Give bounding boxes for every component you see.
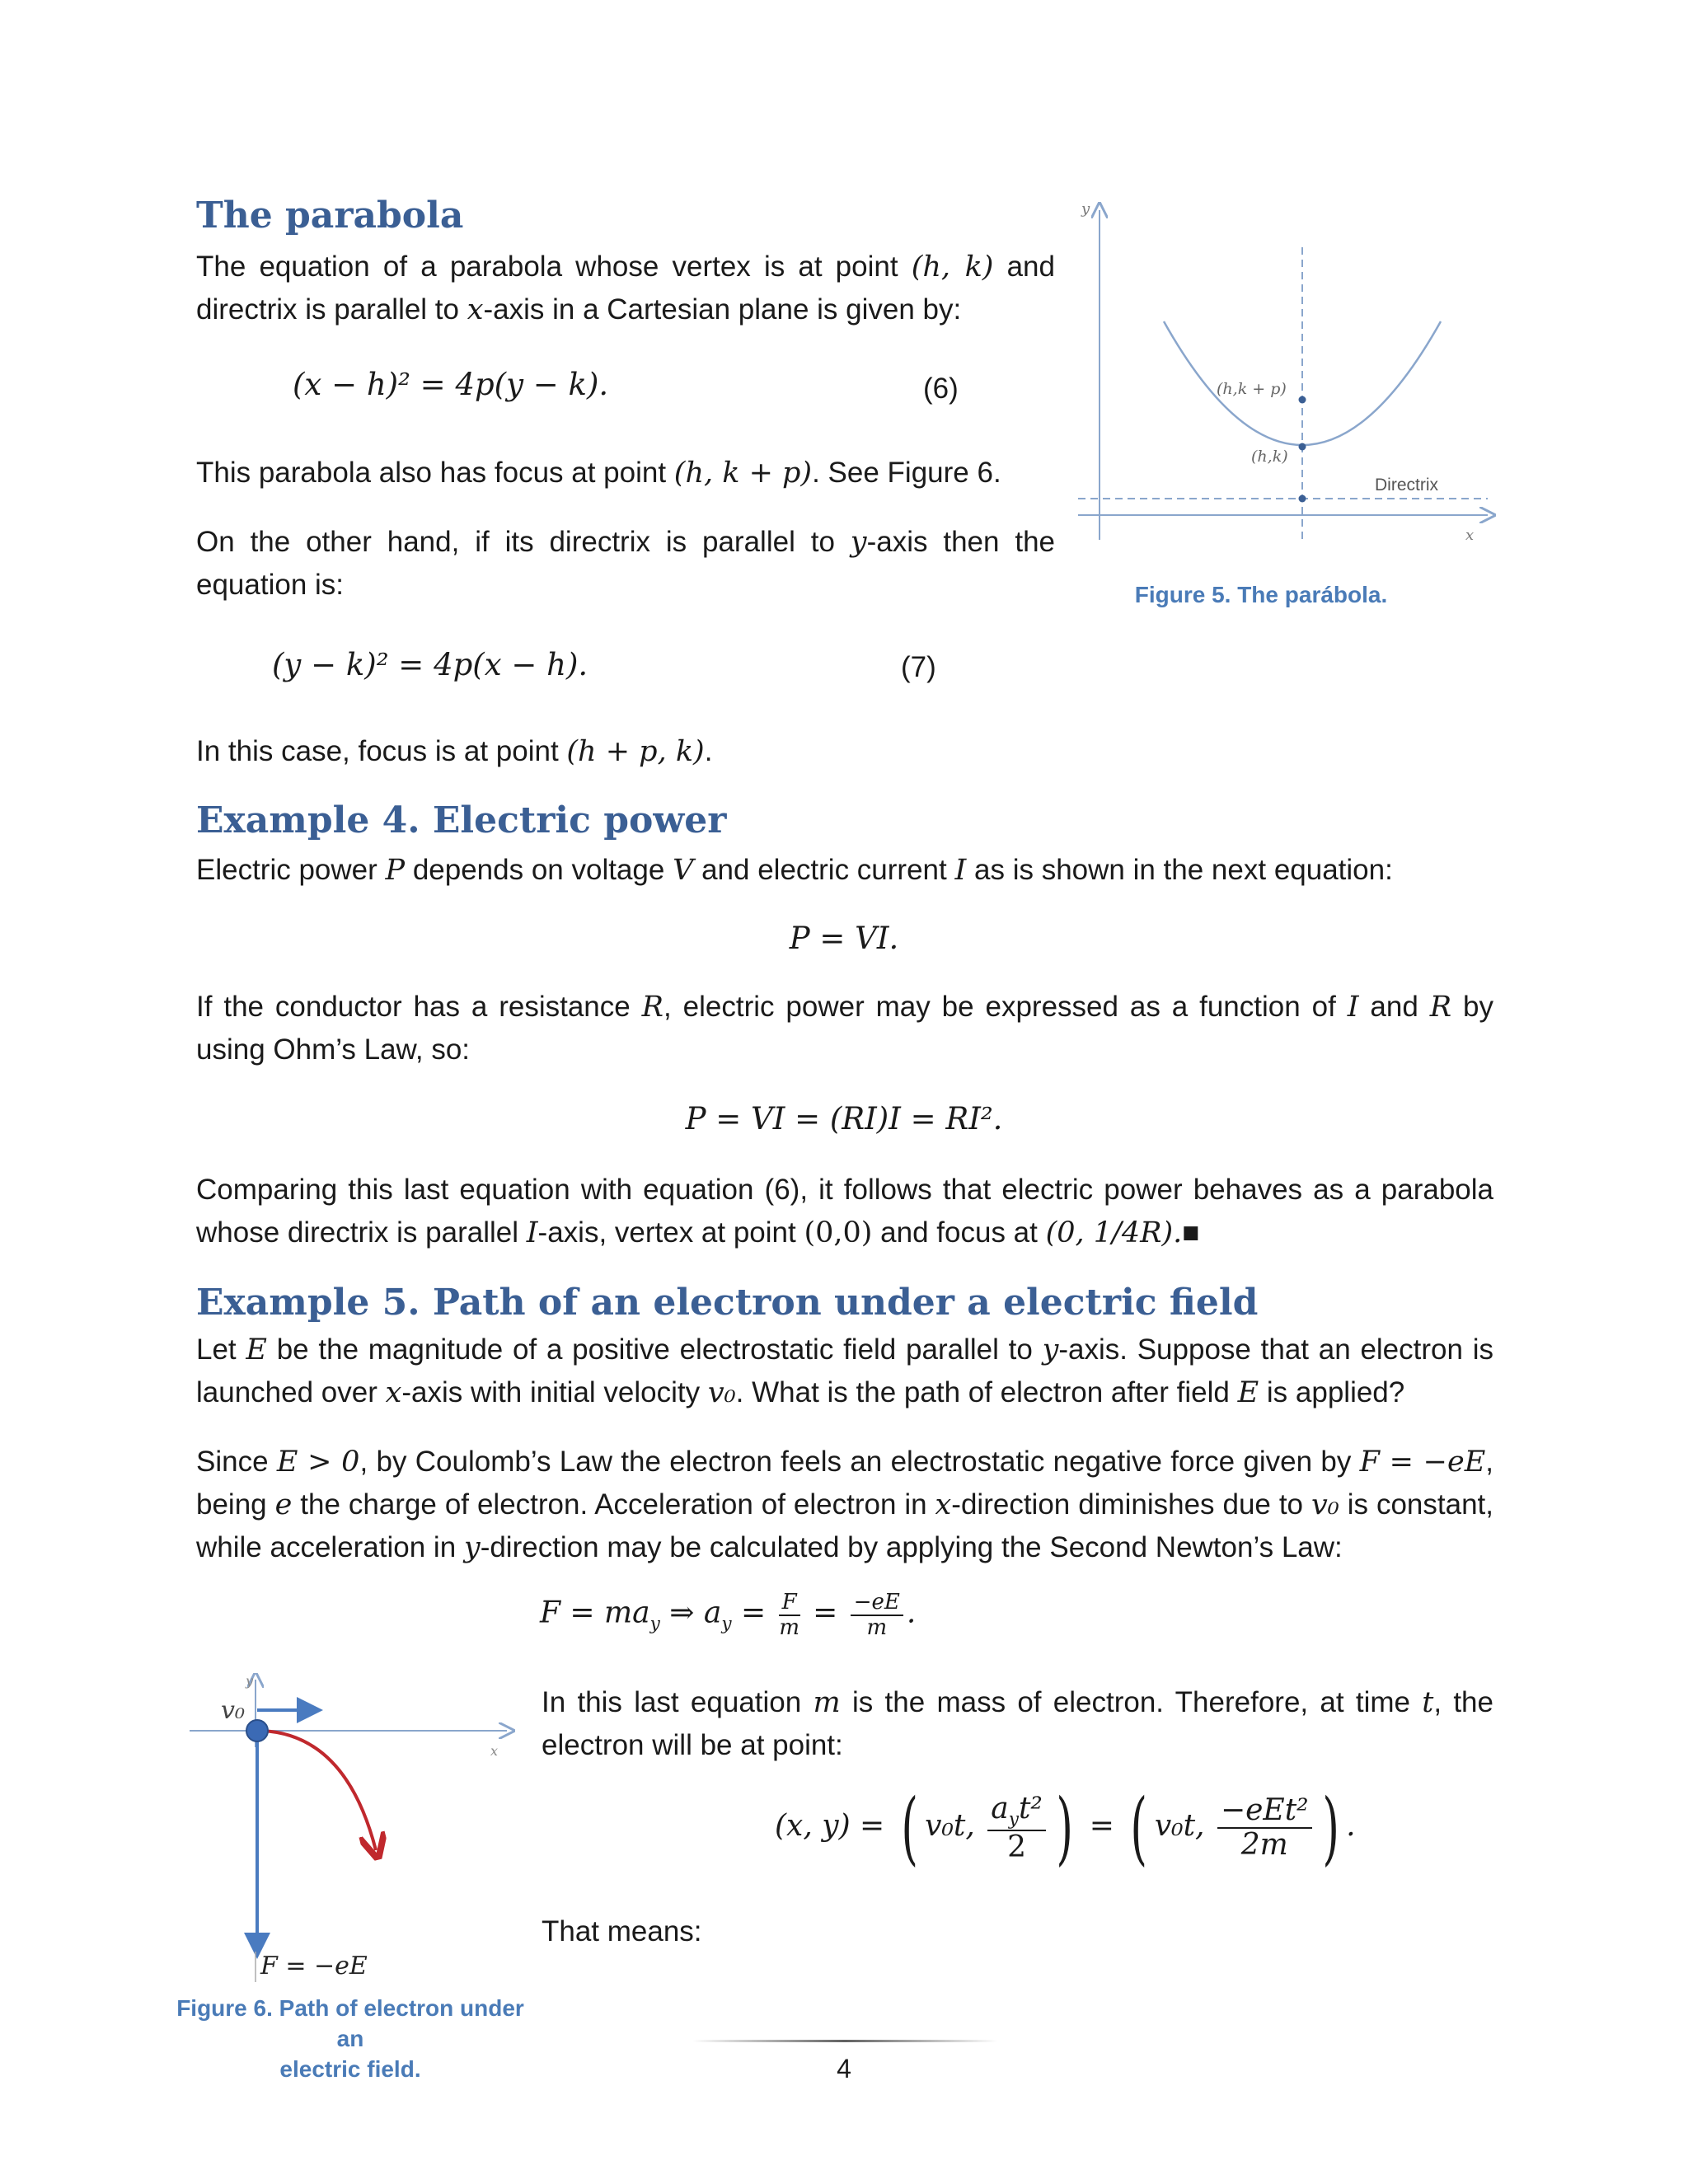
equation-power-ohm: P = VI = (RI)I = RI². bbox=[685, 1101, 1003, 1137]
footer-divider bbox=[692, 2040, 997, 2042]
equation-6: (x − h)² = 4p(y − k). bbox=[293, 367, 609, 402]
figure6-y-label: y bbox=[246, 1673, 254, 1689]
figure5-directrix-point bbox=[1299, 495, 1306, 503]
equation-7: (y − k)² = 4p(x − h). bbox=[272, 647, 588, 682]
parabola-focus-text: This parabola also has focus at point (h, k + p). See Figure 6. bbox=[196, 457, 1001, 490]
figure5-y-label: y bbox=[1081, 200, 1090, 218]
figure6-electron bbox=[246, 1720, 268, 1741]
section-title-parabola: The parabola bbox=[196, 194, 464, 237]
figure6-v0-label: v₀ bbox=[221, 1696, 245, 1725]
parabola-case-text: In this case, focus is at point (h + p, k). bbox=[196, 735, 713, 768]
equation-6-number: (6) bbox=[923, 373, 959, 405]
section-title-electric-power: Example 4. Electric power bbox=[196, 799, 727, 841]
electric-power-intro: Electric power P depends on voltage V and electric current I as is shown in the next equation: bbox=[196, 854, 1393, 887]
figure6-x-label: x bbox=[490, 1743, 499, 1759]
comparison-text: Comparing this last equation with equation (6), it follows that electric power behaves as a parabola whose directrix is parallel I-axis, vertex at point (0,0) and focus at (0, 1/4R).■ bbox=[196, 1174, 1493, 1249]
qed-symbol: ■ bbox=[1182, 1216, 1200, 1249]
page-number: 4 bbox=[837, 2054, 851, 2083]
figure-5-caption: Figure 5. The parábola. bbox=[1134, 582, 1388, 607]
equation-position: (x, y) = ( v₀t, $\frac{a_yt^2}{2}$ ) = ( v₀t, $\frac{\text{−eEt²}}{2m}$ ) . bbox=[775, 1782, 1356, 1874]
equation-newton: $F = ma_y$ ⇒ $a_y$ = $\frac{F}{m}$ = $\frac{-eE}{m}$ . bbox=[540, 1590, 917, 1640]
parabola-intro: The equation of a parabola whose vertex is at point (h, k) and directrix is parallel to x-axis in a Cartesian plane is given by: bbox=[196, 251, 1055, 326]
figure5-x-label: x bbox=[1465, 527, 1475, 544]
figure5-vertex-point bbox=[1299, 443, 1306, 451]
figure6-force-label: F = −eE bbox=[260, 1952, 368, 1980]
equation-7-number: (7) bbox=[901, 651, 936, 683]
equation-power: P = VI. bbox=[789, 921, 899, 956]
electron-intro: Let E be the magnitude of a positive electrostatic field parallel to y-axis. Suppose that an electron is launched over x-axis with initial velocity v₀. What is the path of electron after field E is applied? bbox=[196, 1333, 1493, 1409]
figure5-focus-point bbox=[1299, 396, 1306, 404]
coulomb-text: Since E > 0, by Coulomb’s Law the electron feels an electrostatic negative force given by F = −eE, being e the charge of electron. Acceleration of electron in x-direction diminishes due to v₀ is constant, while acceleration in y-direction may be calculated by applying the Second Newton’s Law: bbox=[196, 1446, 1493, 1564]
resistance-text: If the conductor has a resistance R, electric power may be expressed as a function of I and R by using Ohm’s Law, so: bbox=[196, 991, 1493, 1066]
figure5-directrix-label: Directrix bbox=[1375, 476, 1438, 494]
section-title-electron-path: Example 5. Path of an electron under a electric field bbox=[196, 1282, 1259, 1324]
that-means-text: That means: bbox=[542, 1915, 702, 1947]
figure6-electron-trajectory bbox=[262, 1731, 376, 1850]
figure5-focus-label: (h,k + p) bbox=[1217, 380, 1287, 398]
figure5-vertex-label: (h,k) bbox=[1251, 448, 1288, 466]
figure-6-electron-path-diagram bbox=[190, 1673, 519, 1994]
figure-5-parabola-diagram bbox=[1071, 194, 1500, 556]
mass-text: In this last equation m is the mass of electron. Therefore, at time t, the electron will be at point: bbox=[542, 1686, 1493, 1761]
parabola-other-text: On the other hand, if its directrix is parallel to y-axis then the equation is: bbox=[196, 526, 1055, 601]
figure-6-caption: Figure 6. Path of electron under an electric field. bbox=[176, 1995, 524, 2082]
